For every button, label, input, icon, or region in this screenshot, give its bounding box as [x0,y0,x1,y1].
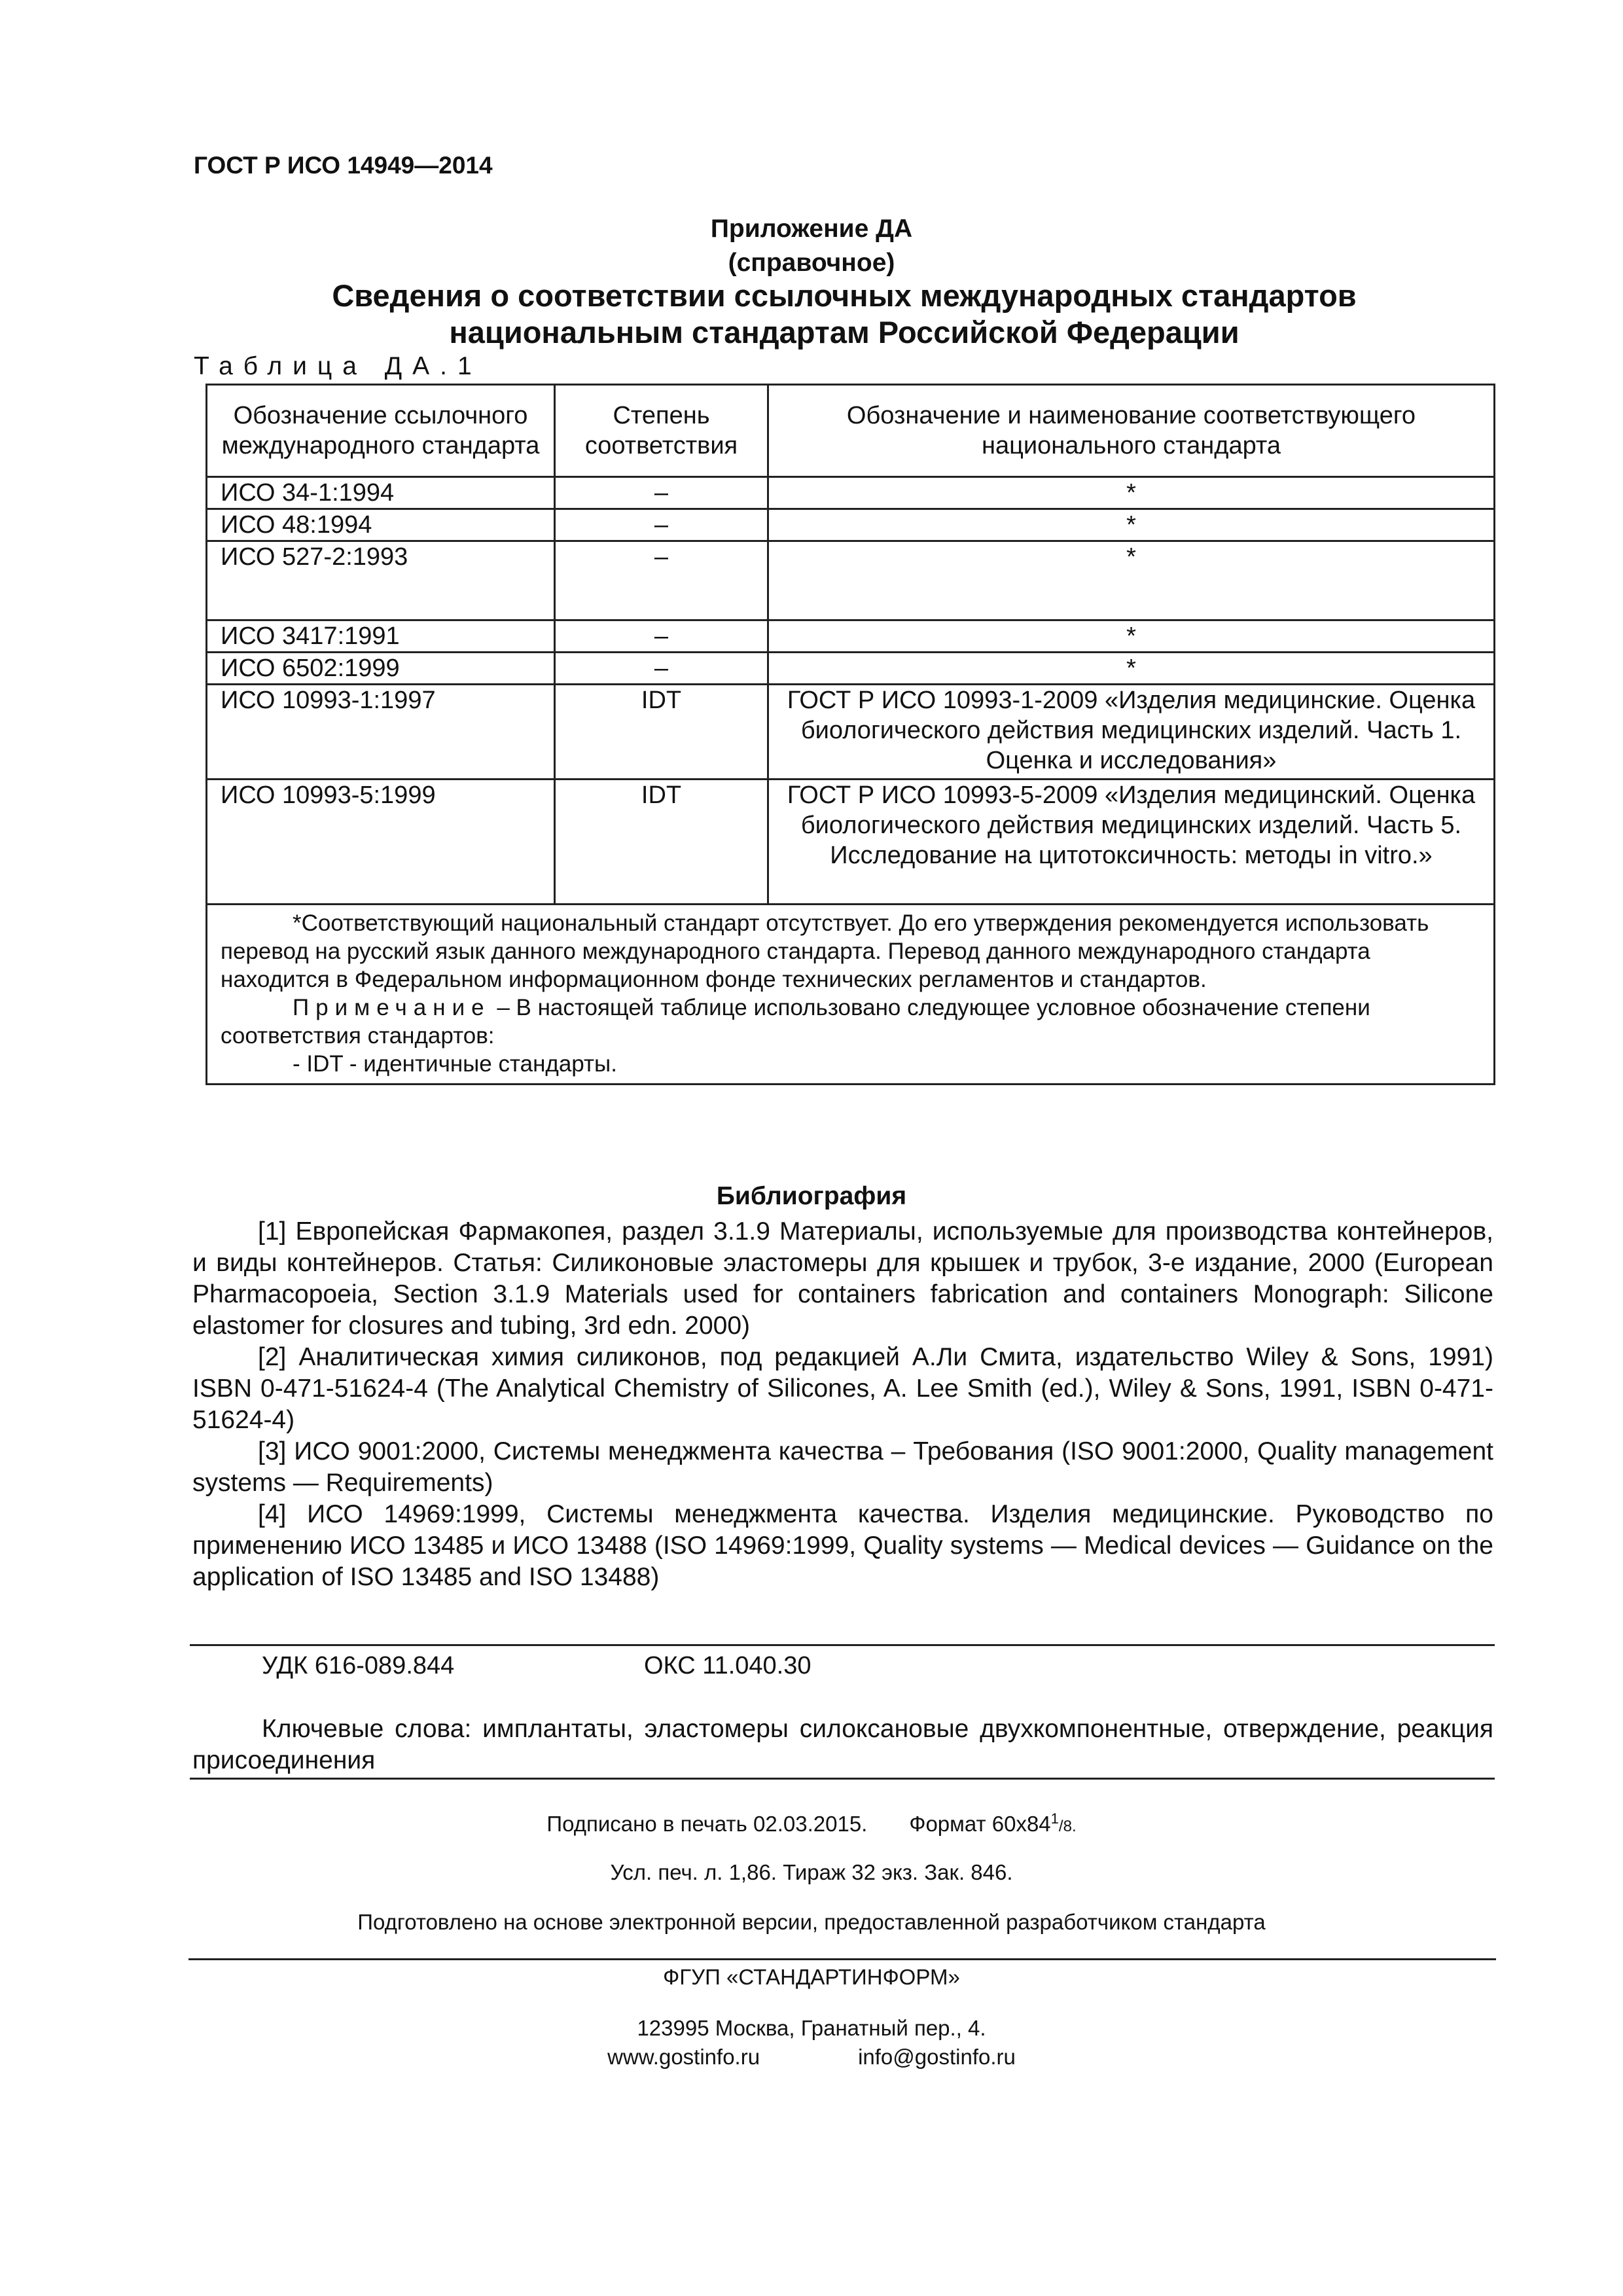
bibliography-title: Библиография [716,1182,907,1210]
annex-label: Приложение ДА [710,215,913,243]
cell-national: ГОСТ Р ИСО 10993-1-2009 «Изделия медицинские. Оценка биологического действия медицинских изделий. Часть 1. Оценка и исследования» [768,685,1495,780]
annex-title-line2: национальным стандартам Российской Федерации [449,315,1240,350]
header-degree: Степень соответствия [555,385,768,477]
annex-title [196,278,1492,351]
cell-international: ИСО 10993-1:1997 [207,685,555,780]
website-link[interactable]: www.gostinfo.ru [607,2045,760,2069]
cell-national: * [768,653,1495,685]
annex-title-line1: Сведения о соответствии ссылочных международных стандартов [332,278,1357,313]
print-format [909,1812,1076,1836]
publisher-address: 123995 Москва, Гранатный пер., 4. [637,2016,986,2040]
keywords: Ключевые слова: имплантаты, эластомеры силоксановые двухкомпонентные, отверждение, реакция присоединения [192,1715,1493,1774]
cell-national: * [768,509,1495,541]
udk-code: УДК 616-089.844 [262,1652,455,1679]
cell-international: ИСО 48:1994 [207,509,555,541]
bibliography-item: [2] Аналитическая химия силиконов, под редакцией А.Ли Смита, издательство Wiley & Sons, 1991) ISBN 0-471-51624-4 (The Analytical Chemistry of Silicones, A. Lee Smith (ed.), Wiley & Sons, 1991, ISBN 0-471-51624-4) [192,1343,1493,1434]
cell-degree: – [555,477,768,509]
table-notes [207,905,1495,1085]
table-row [207,509,1495,541]
cell-national: ГОСТ Р ИСО 10993-5-2009 «Изделия медицинский. Оценка биологического действия медицинских изделий. Часть 5. Исследование на цитотоксичность: методы in vitro.» [768,780,1495,905]
format-prefix: Формат 60х84 [909,1812,1051,1836]
cell-international: ИСО 10993-5:1999 [207,780,555,905]
table-row [207,653,1495,685]
table-row [207,620,1495,653]
footnote-star: *Соответствующий национальный стандарт отсутствует. До его утверждения рекомендуется использовать перевод на русский язык данного международного стандарта. Перевод данного международного стандарта находится в Федеральном информационном фонде технических регламентов и стандартов. [221,910,1429,992]
print-info: Усл. печ. л. 1,86. Тираж 32 экз. Зак. 846. [610,1860,1013,1884]
header-national-standard: Обозначение и наименование соответствующего национального стандарта [768,385,1495,477]
format-sup: 1 [1050,1810,1059,1827]
cell-degree: IDT [555,685,768,780]
cell-international: ИСО 3417:1991 [207,620,555,653]
bibliography-list [192,1216,1493,1593]
cell-international: ИСО 6502:1999 [207,653,555,685]
cell-international: ИСО 527-2:1993 [207,541,555,620]
header-international-standard: Обозначение ссылочного международного стандарта [207,385,555,477]
bibliography-item: [4] ИСО 14969:1999, Системы менеджмента качества. Изделия медицинские. Руководство по применению ИСО 13485 и ИСО 13488 (ISO 14969:1999, Quality systems — Medical devices — Guidance on the application of ISO 13485 and ISO 13488) [192,1500,1493,1591]
cell-national: * [768,477,1495,509]
table-header-row [207,385,1495,477]
standards-correspondence-table [205,384,1495,1085]
note-item: - IDT - идентичные стандарты. [293,1051,617,1077]
cell-national: * [768,620,1495,653]
table-row [207,541,1495,620]
format-sub: /8. [1058,1818,1077,1835]
table-row [207,780,1495,905]
cell-international: ИСО 34-1:1994 [207,477,555,509]
annex-type: (справочное) [728,249,895,277]
table-row [207,685,1495,780]
publisher-divider [188,1958,1496,1960]
note-label: Примечание [293,995,491,1020]
top-divider [190,1644,1495,1646]
oks-code: ОКС 11.040.30 [644,1652,812,1679]
cell-degree: IDT [555,780,768,905]
cell-national: * [768,541,1495,620]
prepared-note: Подготовлено на основе электронной версии, предоставленной разработчиком стандарта [357,1910,1266,1934]
bibliography-item: [1] Европейская Фармакопея, раздел 3.1.9 Материалы, используемые для производства контейнеров, и виды контейнеров. Статья: Силиконовые эластомеры для крышек и трубок, 3-е издание, 2000 (European Pharmacopoeia, Section 3.1.9 Materials used for containers fabrication and containers Monograph: Silicone elastomer for closures and tubing, 3rd edn. 2000) [192,1217,1493,1340]
signed-line [0,1810,1623,1837]
bibliography-item: [3] ИСО 9001:2000, Системы менеджмента качества – Требования (ISO 9001:2000, Quality management systems — Requirements) [192,1437,1493,1497]
email-link[interactable]: info@gostinfo.ru [858,2045,1016,2069]
table-note [221,994,1480,1050]
cell-degree: – [555,509,768,541]
table-row [207,477,1495,509]
publisher-name: ФГУП «СТАНДАРТИНФОРМ» [663,1965,960,1989]
cell-degree: – [555,541,768,620]
keywords-divider [190,1778,1495,1780]
signed-date: Подписано в печать 02.03.2015. [546,1812,868,1836]
table-caption: Таблица ДА.1 [194,352,482,380]
document-code: ГОСТ Р ИСО 14949—2014 [194,152,493,179]
note-text: – В настоящей таблице использовано следующее условное обозначение степени соответствия стандартов: [221,995,1370,1049]
cell-degree: – [555,620,768,653]
table-notes-row [207,905,1495,1085]
cell-degree: – [555,653,768,685]
contact-line [0,2045,1623,2070]
